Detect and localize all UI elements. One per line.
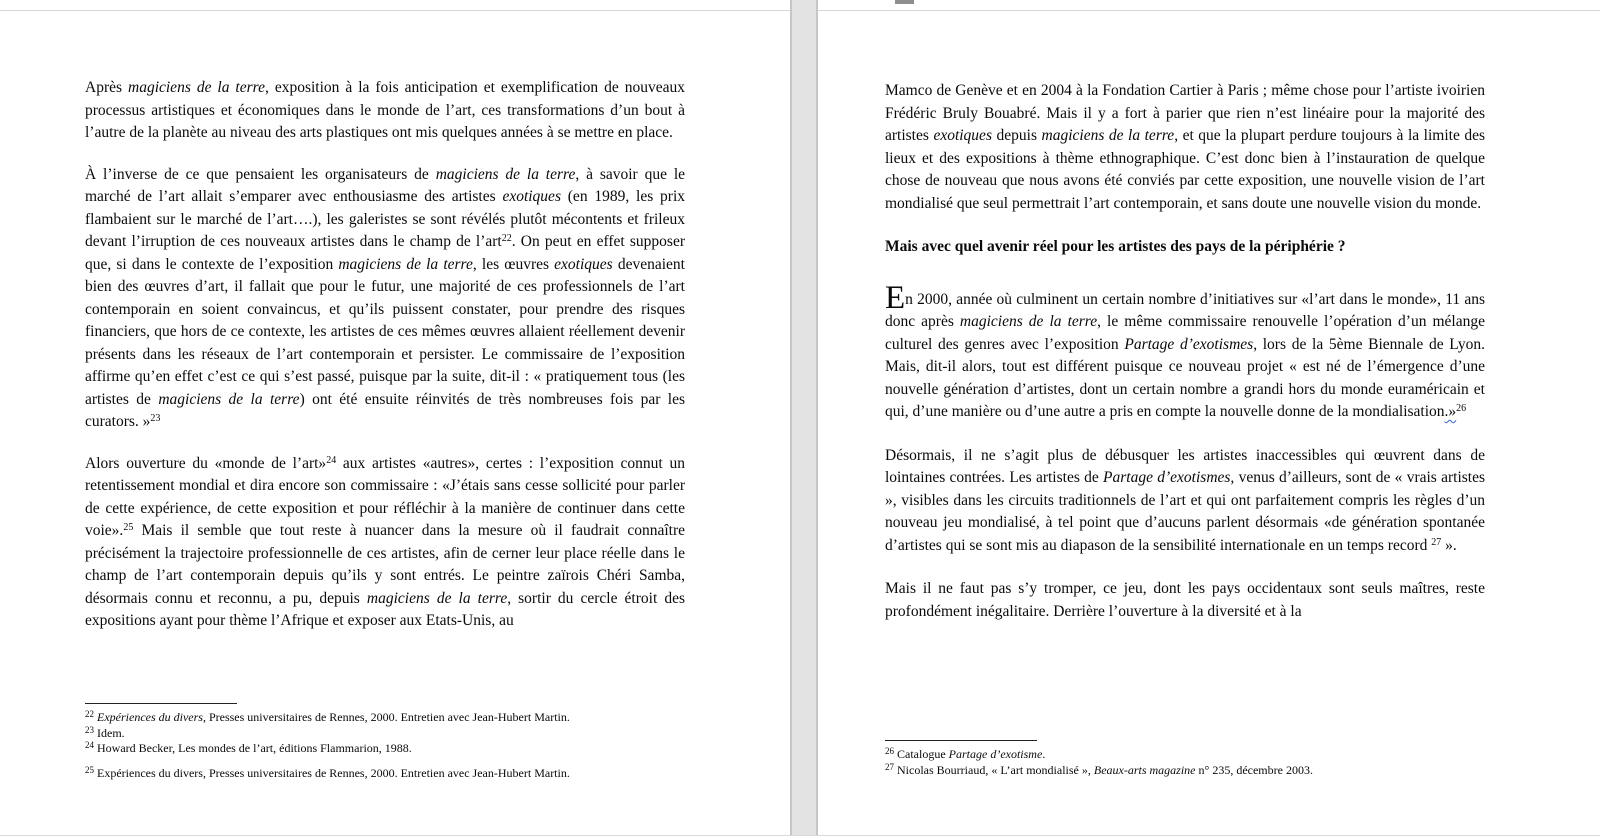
footnotes-left xyxy=(85,703,705,781)
paragraph: À l’inverse de ce que pensaient les organisateurs de magiciens de la terre, à savoir que le marché de l’art allait s’emparer avec enthousiasme des artistes exotiques (en 1989, les prix flambaient sur le marché de l’art….), les galeristes se sont révélés plutôt mécontents et frileux devant l’irruption de ces nouveaux artistes dans le champ de l’art$^{22}$. On peut en effet supposer que, si dans le contexte de l’exposition magiciens de la terre, les œuvres exotiques devenaient bien des œuvres d’art, il fallait que pour le futur, une majorité de ces professionnels de l’art contemporain en soient convaincus, et qu’ils puissent constater, pour prendre des risques financiers, que hors de ce contexte, les artistes de ces mêmes œuvres allaient réellement devenir présents dans les réseaux de l’art contemporain et persister. Le commissaire de l’exposition affirme qu’en effet c’est ce qui s’est passé, puisque par la suite, dit-il : « pratiquement tous (les artistes de magiciens de la terre) ont été ensuite réinvités de très nombreuses fois par les curators. »$^{23}$ xyxy=(85,165,686,430)
footnote-reference: 25 xyxy=(85,764,94,775)
spellcheck-squiggle: .» xyxy=(1444,403,1457,420)
paragraph: Désormais, il ne s’agit plus de débusquer les artistes inaccessibles qui œuvrent dans de lointaines contrées. Les artistes de Partage d’exotismes, venus d’ailleurs, sont de « vrais artistes », visibles dans les circuits traditionnels de l’art et qui ont parfaitement compris les règles d’un nouveau jeu mondialisé, à tel point que d’aucuns parlent désormais «de génération spontanée d’artistes qui se sont mis au diapason de la sensibilité internationale en un temps record $^{27}$ ». xyxy=(885,446,1485,554)
footnote: $^{26}$ Catalogue Partage d’exotisme. xyxy=(885,746,1046,761)
document-page-left xyxy=(0,11,790,835)
footnote: $^{22}$ Expériences du divers, Presses universitaires de Rennes, 2000. Entretien avec Jean-Hubert Martin. xyxy=(85,709,570,724)
cursor-artifact xyxy=(895,0,914,4)
footnote-reference: 25 xyxy=(123,522,134,533)
paragraph: Mamco de Genève et en 2004 à la Fondation Cartier à Paris ; même chose pour l’artiste ivoirien Frédéric Bruly Bouabré. Mais il y a fort à parier que rien n’est linéaire pour la majorité des artistes exotiques depuis magiciens de la terre, et que la plupart perdure toujours à la limite des lieux et des expositions à thème ethnographique. C’est donc bien à l’instauration de quelque chose de nouveau que nous avons été conviés par cette exposition, une nouvelle vision de l’art mondialisé que seul permettrait l’art contemporain, et sans doute une nouvelle vision du monde. xyxy=(885,82,1486,212)
footnote-reference: 26 xyxy=(885,746,894,756)
footnote-reference: 27 xyxy=(1431,536,1442,548)
section-heading: Mais avec quel avenir réel pour les artistes des pays de la périphérie ? xyxy=(885,238,1346,255)
footnote-separator xyxy=(885,740,1037,741)
footnote-reference: 22 xyxy=(85,709,94,719)
footnote-reference: 23 xyxy=(85,724,94,735)
document-page-right xyxy=(818,11,1600,835)
footnotes-right xyxy=(885,740,1505,778)
footnote-reference: 24 xyxy=(326,454,337,466)
footnote: $^{23}$ Idem. xyxy=(85,724,125,740)
footnote-reference: 27 xyxy=(885,761,894,772)
paragraph: Alors ouverture du «monde de l’art»$^{24}$ aux artistes «autres», certes : l’exposition connut un retentissement mondial et dira encore son commissaire : «J’étais sans cesse sollicité pour parler de cette expérience, de cette exposition et pour réfléchir à la manière de continuer dans cette voie».$^{25}$ Mais il semble que tout reste à nuancer dans la mesure où il faudrait connaître précisément la trajectoire professionnelle de ces artistes, afin de cerner leur place réelle dans le champ de l’art contemporain depuis qu’ils y sont entrés. Le peintre zaïrois Chéri Samba, désormais connu et reconnu, a pu, depuis magiciens de la terre, sortir du cercle étroit des expositions ayant pour thème l’Afrique et exposer aux Etats-Unis, au xyxy=(85,454,685,629)
footnote-reference: 26 xyxy=(1456,403,1467,414)
footnote-separator xyxy=(85,703,237,704)
footnote-reference: 24 xyxy=(85,740,94,750)
text-column-left xyxy=(85,77,685,652)
page-bottom-edge xyxy=(0,835,1600,836)
paragraph: Après magiciens de la terre, exposition à la fois anticipation et exemplification de nouveaux processus artistiques et économiques dans le monde de l’art, ces transformations d’un bout à l’autre de la planète au niveau des arts plastiques ont mis quelques années à se mettre en place. xyxy=(85,79,685,141)
paragraph: Mais il ne faut pas s’y tromper, ce jeu, dont les pays occidentaux sont seuls maîtres, reste profondément inégalitaire. Derrière l’ouverture à la diversité et à la xyxy=(885,580,1485,620)
footnote-reference: 22 xyxy=(501,233,512,244)
footnote: $^{27}$ Nicolas Bourriaud, « L’art mondialisé », Beaux-arts magazine n° 235, décembre 2003. xyxy=(885,761,1313,777)
paragraph: En 2000, année où culminent un certain nombre d’initiatives sur «l’art dans le monde», 11 ans donc après magiciens de la terre, le même commissaire renouvelle l’opération d’un mélange culturel des genres avec l’exposition Partage d’exotismes, lors de la 5ème Biennale de Lyon. Mais, dit-il alors, tout est différent puisque ce nouveau projet « est né de l’émergence d’une nouvelle génération d’artistes, dont un certain nombre a grandi hors du monde euraméricain et qui, d’une manière ou d’une autre a pris en compte la nouvelle donne de la mondialisation.»$^{26}$ xyxy=(885,279,1486,420)
page-gap xyxy=(790,0,818,835)
footnote: $^{24}$ Howard Becker, Les mondes de l’art, éditions Flammarion, 1988. xyxy=(85,740,412,755)
footnote-reference: 23 xyxy=(150,413,161,424)
drop-cap: E xyxy=(885,279,906,316)
text-column-right xyxy=(885,80,1485,644)
footnote: $^{25}$ Expériences du divers, Presses universitaires de Rennes, 2000. Entretien avec Jean-Hubert Martin. xyxy=(85,764,570,780)
